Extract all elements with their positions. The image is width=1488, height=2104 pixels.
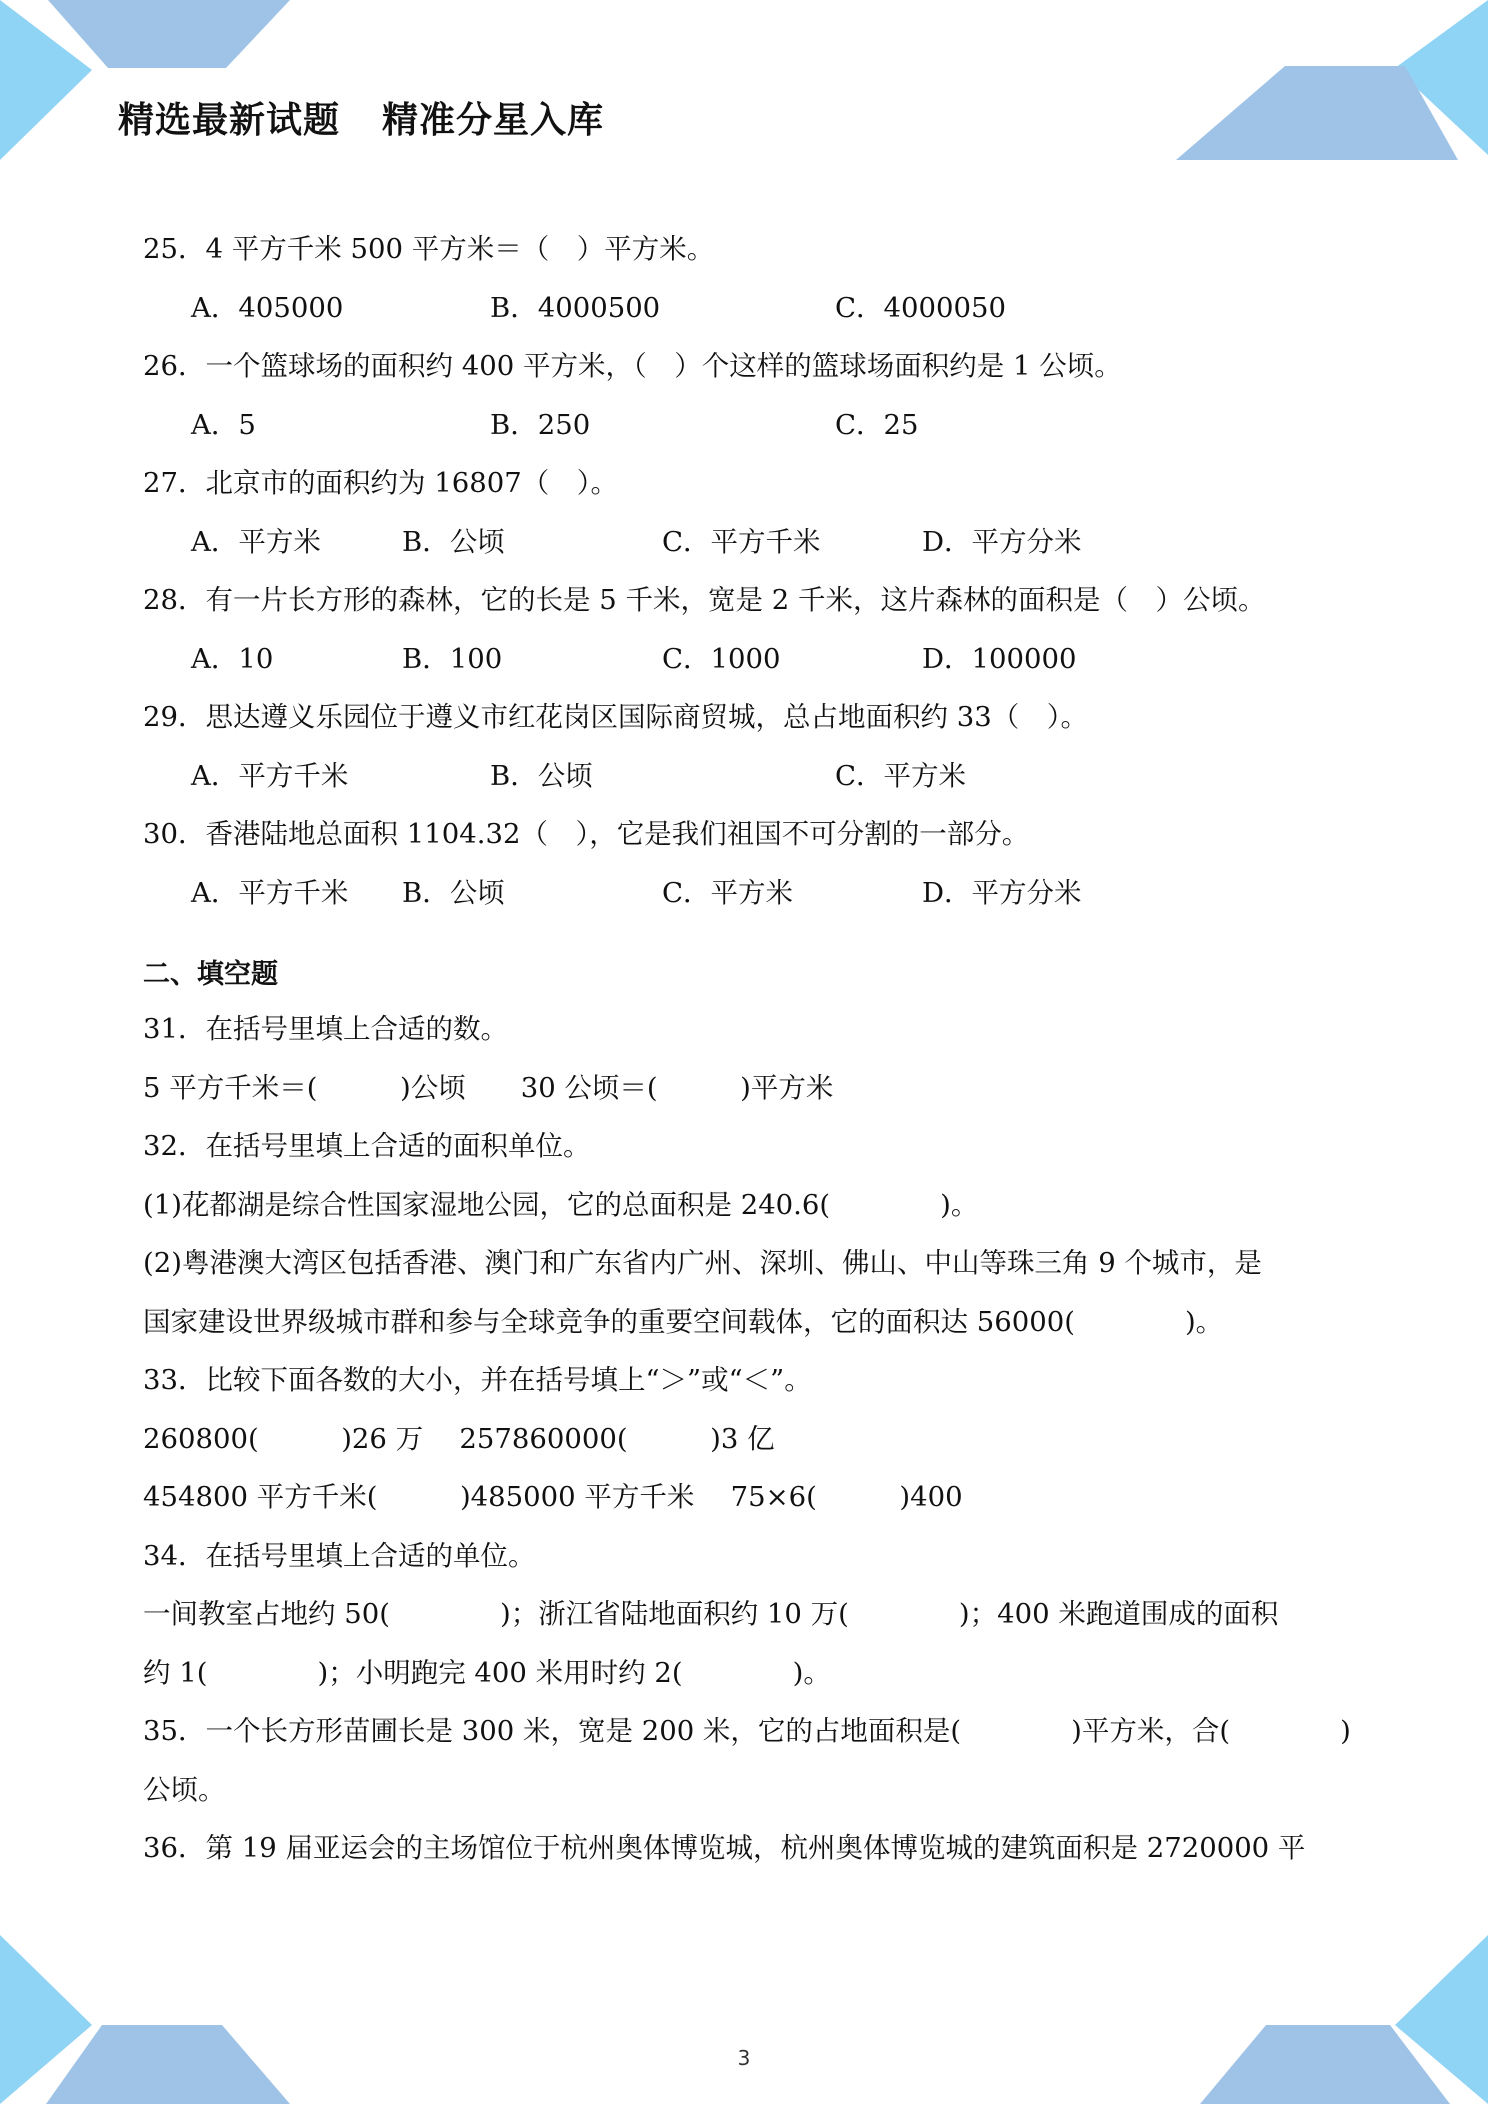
option: C．平方米 (835, 759, 967, 792)
bottom-right-decoration (1200, 1935, 1488, 2104)
option: B．公顷 (402, 525, 505, 558)
option: C．4000050 (835, 291, 1007, 324)
option: D．100000 (922, 642, 1077, 675)
option: A．平方米 (191, 525, 321, 558)
section-title: 二、填空题 (143, 959, 278, 990)
text-line: 454800 平方千米( )485000 平方千米 75×6( )400 (143, 1481, 963, 1513)
text-line: 约 1( )；小明跑完 400 米用时约 2( )。 (143, 1656, 831, 1689)
option: D．平方分米 (922, 876, 1082, 909)
bottom-left-decoration (0, 1935, 290, 2104)
text-line: (2)粤港澳大湾区包括香港、澳门和广东省内广州、深圳、佛山、中山等珠三角 9 个城市，是 (143, 1247, 1262, 1279)
text-line: 国家建设世界级城市群和参与全球竞争的重要空间载体，它的面积达 56000( )。 (143, 1305, 1224, 1338)
option: A．平方千米 (191, 759, 349, 792)
text-line: 31．在括号里填上合适的数。 (143, 1013, 508, 1045)
question-stem: 29．思达遵义乐园位于遵义市红花岗区国际商贸城，总占地面积约 33（ ）。 (143, 701, 1088, 733)
text-line: 32．在括号里填上合适的面积单位。 (143, 1130, 591, 1162)
question-stem: 28．有一片长方形的森林，它的长是 5 千米，宽是 2 千米，这片森林的面积是（ ）公顷。 (143, 584, 1266, 616)
header-title-part2: 精准分星入库 (382, 100, 605, 141)
question-options (143, 279, 1353, 338)
option: B．100 (402, 642, 503, 675)
option: D．平方分米 (922, 525, 1082, 558)
option: C．1000 (662, 642, 781, 675)
trapezoid-top-left (48, 0, 290, 68)
option: B．公顷 (490, 759, 593, 792)
option: C．平方米 (662, 876, 794, 909)
option: A．10 (191, 642, 274, 675)
question-options (143, 864, 1353, 923)
option: B．250 (490, 408, 591, 441)
question-options (143, 396, 1353, 455)
option: C．平方千米 (662, 525, 821, 558)
header-title-part1: 精选最新试题 (118, 100, 341, 141)
top-right-decoration (1176, 0, 1488, 160)
text-line: 一间教室占地约 50( )；浙江省陆地面积约 10 万( )；400 米跑道围成的面积 (143, 1598, 1279, 1630)
option: A．平方千米 (191, 876, 349, 909)
text-line: 35．一个长方形苗圃长是 300 米，宽是 200 米，它的占地面积是( )平方米，合( ) (143, 1715, 1351, 1747)
option: A．5 (191, 408, 256, 441)
option: A．405000 (191, 291, 344, 324)
option: C．25 (835, 408, 919, 441)
text-line: (1)花都湖是综合性国家湿地公园，它的总面积是 240.6( )。 (143, 1188, 979, 1221)
header-title (118, 92, 604, 143)
document-body (143, 220, 1353, 1878)
page-number: 3 (737, 2046, 751, 2070)
question-stem: 26．一个篮球场的面积约 400 平方米，（ ）个这样的篮球场面积约是 1 公顷。 (143, 350, 1122, 382)
text-line: 34．在括号里填上合适的单位。 (143, 1539, 536, 1572)
question-options (143, 747, 1353, 806)
question-stem: 30．香港陆地总面积 1104.32（ ），它是我们祖国不可分割的一部分。 (143, 818, 1030, 850)
text-line: 36．第 19 届亚运会的主场馆位于杭州奥体博览城，杭州奥体博览城的建筑面积是 2720000 平 (143, 1832, 1306, 1864)
text-line: 公顷。 (143, 1773, 226, 1806)
question-stem: 25．4 平方千米 500 平方米＝（ ）平方米。 (143, 233, 715, 265)
text-line: 33．比较下面各数的大小，并在括号填上“＞”或“＜”。 (143, 1364, 812, 1396)
question-stem: 27．北京市的面积约为 16807（ ）。 (143, 467, 618, 499)
option: B．公顷 (402, 876, 505, 909)
question-options (143, 630, 1353, 689)
text-line: 260800( )26 万 257860000( )3 亿 (143, 1422, 775, 1455)
text-line: 5 平方千米＝( )公顷 30 公顷＝( )平方米 (143, 1071, 834, 1104)
option: B．4000500 (490, 291, 661, 324)
question-options (143, 513, 1353, 572)
